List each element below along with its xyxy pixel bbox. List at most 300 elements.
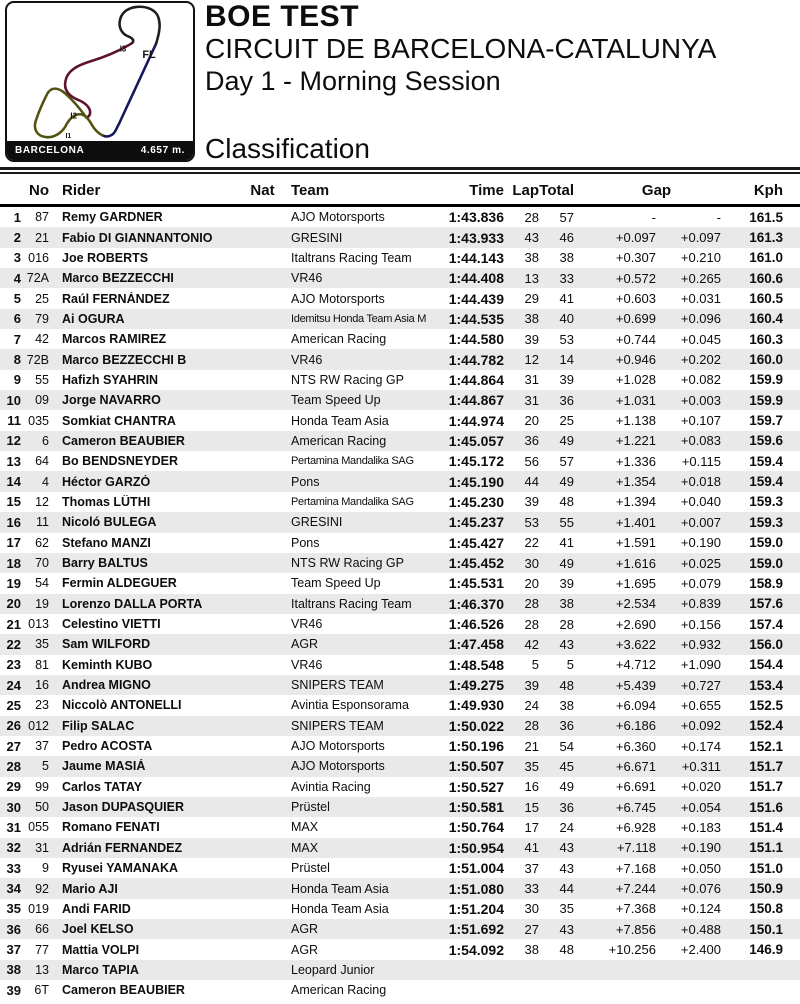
rider-number: 9 (42, 861, 49, 876)
best-lap-number: 38 (524, 250, 539, 266)
gap-to-first: +1.616 (615, 555, 656, 571)
rider-name: Andi FARID (62, 901, 131, 916)
position-number: 6 (13, 311, 21, 327)
event-title: BOE TEST (205, 0, 360, 33)
gap-to-previous: +0.050 (680, 860, 721, 876)
total-laps: 43 (559, 636, 574, 652)
gap-to-previous: +0.083 (680, 433, 721, 449)
total-laps: 33 (559, 270, 574, 286)
best-lap-number: 17 (524, 819, 539, 835)
gap-to-first: +6.671 (615, 758, 656, 774)
track-sector-black (120, 7, 160, 44)
best-lap-time: 1:44.864 (448, 371, 504, 388)
rider-name: Marco TAPIA (62, 962, 139, 977)
average-speed: 161.3 (749, 230, 783, 246)
rider-number: 92 (35, 881, 49, 896)
table-row (0, 980, 800, 1000)
best-lap-number: 39 (524, 494, 539, 510)
total-laps: 54 (559, 738, 574, 754)
team-name: GRESINI (291, 515, 343, 530)
gap-to-first: +0.307 (615, 250, 656, 266)
table-row (0, 309, 800, 329)
team-name: AGR (291, 942, 319, 957)
rider-number: 09 (35, 393, 49, 408)
rider-name: Ai OGURA (62, 311, 125, 326)
track-sector-maroon (65, 43, 131, 117)
rider-name: Sam WILFORD (62, 637, 151, 652)
gap-to-first: +6.928 (615, 819, 656, 835)
best-lap-number: 37 (524, 860, 539, 876)
gap-to-first: +7.118 (616, 840, 656, 856)
gap-to-previous: +0.025 (680, 555, 721, 571)
table-row (0, 675, 800, 695)
total-laps: 48 (559, 677, 574, 693)
team-name: AJO Motorsports (291, 210, 385, 225)
table-row (0, 614, 800, 634)
average-speed: 150.8 (749, 901, 783, 917)
best-lap-number: 36 (524, 433, 539, 449)
average-speed: 159.0 (749, 555, 783, 571)
rider-name: Ryusei YAMANAKA (62, 861, 179, 876)
best-lap-time: 1:45.057 (448, 432, 504, 449)
circuit-map (5, 1, 195, 162)
best-lap-number: 33 (524, 881, 539, 897)
rider-name: Fabio DI GIANNANTONIO (62, 230, 213, 245)
rider-number: 013 (28, 617, 49, 632)
table-row (0, 512, 800, 532)
position-number: 15 (6, 494, 21, 510)
column-header-total: Total (539, 182, 574, 199)
gap-to-first: +4.712 (615, 657, 656, 673)
table-row (0, 471, 800, 491)
column-header-no: No (29, 182, 49, 199)
gap-to-first: +0.699 (615, 311, 656, 327)
table-row (0, 878, 800, 898)
position-number: 35 (6, 901, 21, 917)
rider-name: Marco BEZZECCHI B (62, 352, 187, 367)
average-speed: 159.3 (749, 494, 783, 510)
total-laps: 57 (559, 209, 574, 225)
position-number: 13 (6, 453, 21, 469)
best-lap-number: 43 (524, 230, 539, 246)
table-row (0, 288, 800, 308)
table-row (0, 939, 800, 959)
total-laps: 38 (559, 596, 574, 612)
best-lap-time: 1:43.933 (448, 229, 504, 246)
position-number: 20 (6, 596, 21, 612)
team-name: Prüstel (291, 861, 330, 876)
gap-to-previous: +0.190 (680, 840, 721, 856)
rider-number: 81 (35, 657, 49, 672)
total-laps: 49 (559, 555, 574, 571)
table-row (0, 797, 800, 817)
rider-name: Somkiat CHANTRA (62, 413, 176, 428)
gap-to-previous: +0.076 (680, 881, 721, 897)
gap-to-first: +1.695 (615, 575, 656, 591)
best-lap-time: 1:54.092 (448, 941, 504, 958)
position-number: 2 (13, 230, 21, 246)
rider-name: Mario AJI (62, 881, 118, 896)
gap-to-previous: +0.020 (680, 779, 721, 795)
average-speed: 161.0 (749, 250, 783, 266)
average-speed: 159.0 (749, 535, 783, 551)
position-number: 14 (6, 474, 21, 490)
total-laps: 36 (559, 799, 574, 815)
position-number: 21 (6, 616, 21, 632)
best-lap-time: 1:45.190 (448, 473, 504, 490)
best-lap-number: 16 (524, 779, 539, 795)
column-header-time: Time (469, 182, 504, 199)
best-lap-time: 1:50.527 (448, 778, 504, 795)
rider-number: 012 (28, 718, 49, 733)
rider-number: 37 (35, 739, 49, 754)
gap-to-first: +7.244 (615, 881, 656, 897)
position-number: 32 (6, 840, 21, 856)
best-lap-time: 1:49.275 (448, 677, 504, 694)
position-number: 25 (6, 697, 21, 713)
total-laps: 25 (559, 413, 574, 429)
team-name: Idemitsu Honda Team Asia M (291, 312, 427, 325)
rider-name: Nicoló BULEGA (62, 515, 157, 530)
table-row (0, 268, 800, 288)
table-row (0, 919, 800, 939)
best-lap-number: 21 (524, 738, 539, 754)
position-number: 36 (6, 921, 21, 937)
rider-number: 70 (35, 556, 49, 571)
total-laps: 38 (559, 250, 574, 266)
team-name: Team Speed Up (291, 576, 381, 591)
best-lap-time: 1:45.172 (448, 453, 504, 470)
rider-name: Carlos TATAY (62, 779, 143, 794)
position-number: 12 (6, 433, 21, 449)
position-number: 34 (6, 881, 21, 897)
gap-to-previous: +0.003 (680, 392, 721, 408)
team-name: American Racing (291, 332, 387, 347)
gap-to-previous: +0.115 (681, 453, 721, 469)
gap-to-previous: +0.107 (680, 413, 721, 429)
rider-name: Jaume MASIÁ (62, 759, 146, 774)
rider-number: 055 (28, 820, 49, 835)
gap-to-first: +1.354 (615, 474, 656, 490)
total-laps: 57 (559, 453, 574, 469)
best-lap-number: 24 (524, 697, 539, 713)
average-speed: 159.9 (749, 372, 783, 388)
circuit-length-label: 4.657 m. (140, 145, 185, 156)
table-row (0, 858, 800, 878)
position-number: 5 (13, 291, 21, 307)
gap-to-first: +1.028 (615, 372, 656, 388)
rider-number: 72B (26, 352, 49, 367)
rider-number: 016 (28, 250, 49, 265)
gap-to-first: +1.591 (615, 535, 656, 551)
best-lap-time: 1:50.507 (448, 758, 504, 775)
team-name: VR46 (291, 617, 323, 632)
gap-to-previous: +0.031 (680, 291, 721, 307)
table-row (0, 756, 800, 776)
best-lap-number: 38 (524, 311, 539, 327)
rider-name: Jason DUPASQUIER (62, 800, 185, 815)
average-speed: 151.6 (749, 799, 783, 815)
title-block (205, 0, 716, 164)
rider-number: 66 (35, 922, 49, 937)
gap-to-previous: +0.054 (680, 799, 721, 815)
track-sector-olive (35, 89, 102, 141)
table-row (0, 736, 800, 756)
total-laps: 41 (559, 291, 574, 307)
gap-to-first: +7.856 (615, 921, 656, 937)
average-speed: 153.4 (749, 677, 783, 693)
average-speed: 160.4 (749, 311, 783, 327)
best-lap-time: 1:44.782 (448, 351, 504, 368)
best-lap-number: 53 (524, 514, 539, 530)
best-lap-time: 1:45.237 (448, 514, 504, 531)
best-lap-number: 20 (524, 575, 539, 591)
best-lap-time: 1:50.954 (448, 839, 504, 856)
team-name: AJO Motorsports (291, 739, 385, 754)
best-lap-time: 1:51.080 (448, 880, 504, 897)
position-number: 38 (6, 962, 21, 978)
position-number: 23 (6, 657, 21, 673)
rider-name: Hafizh SYAHRIN (62, 372, 159, 387)
gap-to-first: +2.690 (615, 616, 656, 632)
gap-to-first: +1.336 (615, 453, 656, 469)
gap-to-first: +1.401 (615, 514, 656, 530)
gap-to-first: +6.745 (615, 799, 656, 815)
table-row (0, 410, 800, 430)
gap-to-previous: +0.079 (680, 575, 721, 591)
table-row (0, 349, 800, 369)
position-number: 18 (6, 555, 21, 571)
position-number: 33 (6, 860, 21, 876)
average-speed: 158.9 (749, 575, 783, 591)
average-speed: 152.5 (749, 697, 783, 713)
classification-heading: Classification (205, 133, 370, 164)
position-number: 10 (6, 392, 21, 408)
rider-name: Joel KELSO (62, 922, 134, 937)
team-name: Team Speed Up (291, 393, 381, 408)
rider-number: 25 (35, 291, 49, 306)
section-divider (0, 167, 800, 174)
gap-to-first: +0.603 (615, 291, 656, 307)
team-name: GRESINI (291, 230, 343, 245)
rider-number: 6T (34, 983, 49, 998)
average-speed: 157.6 (749, 596, 783, 612)
rider-number: 72A (26, 271, 49, 286)
rider-number: 62 (35, 535, 49, 550)
gap-to-previous: +0.655 (680, 697, 721, 713)
average-speed: 160.3 (749, 331, 783, 347)
table-row (0, 817, 800, 837)
team-name: Pons (291, 474, 320, 489)
gap-to-previous: +0.097 (680, 230, 721, 246)
best-lap-number: 31 (524, 372, 539, 388)
page-header (0, 0, 800, 167)
table-row (0, 838, 800, 858)
total-laps: 48 (559, 494, 574, 510)
column-header-gap: Gap (641, 182, 672, 199)
finish-line-label: FL (142, 49, 156, 62)
rider-name: Stefano MANZI (62, 535, 151, 550)
team-name: NTS RW Racing GP (291, 372, 404, 387)
gap-to-first: +6.691 (615, 779, 656, 795)
best-lap-time: 1:44.580 (448, 331, 504, 348)
rider-number: 5 (42, 759, 49, 774)
gap-to-first: +5.439 (615, 677, 656, 693)
table-row (0, 451, 800, 471)
total-laps: 43 (559, 860, 574, 876)
average-speed: 150.9 (749, 881, 783, 897)
best-lap-number: 38 (524, 942, 539, 958)
table-row (0, 553, 800, 573)
best-lap-number: 56 (524, 453, 539, 469)
gap-to-first: +7.168 (615, 860, 656, 876)
gap-to-first: +0.572 (615, 270, 656, 286)
table-row (0, 695, 800, 715)
average-speed: 157.4 (749, 616, 783, 632)
total-laps: 14 (559, 352, 574, 368)
gap-to-previous: +0.082 (680, 372, 721, 388)
column-header-team: Team (291, 182, 330, 199)
rider-number: 99 (35, 779, 49, 794)
gap-to-previous: +0.040 (680, 494, 721, 510)
total-laps: 24 (559, 819, 574, 835)
total-laps: 40 (559, 311, 574, 327)
position-number: 26 (6, 718, 21, 734)
gap-to-previous: +0.727 (680, 677, 721, 693)
best-lap-time: 1:49.930 (448, 697, 504, 714)
gap-to-previous: +0.096 (680, 311, 721, 327)
team-name: American Racing (291, 983, 387, 998)
rider-number: 35 (35, 637, 49, 652)
circuit-city-label: BARCELONA (15, 145, 85, 156)
rider-name: Pedro ACOSTA (62, 739, 153, 754)
best-lap-number: 35 (524, 758, 539, 774)
total-laps: 49 (559, 779, 574, 795)
best-lap-time: 1:48.548 (448, 656, 504, 673)
gap-to-previous: +0.311 (681, 758, 721, 774)
position-number: 30 (6, 799, 21, 815)
position-number: 27 (6, 738, 21, 754)
position-number: 11 (7, 413, 21, 429)
average-speed: 151.4 (749, 819, 783, 835)
rider-name: Cameron BEAUBIER (62, 433, 185, 448)
rider-number: 23 (35, 698, 49, 713)
average-speed: 159.9 (749, 392, 783, 408)
best-lap-time: 1:44.143 (448, 249, 504, 266)
gap-to-first: +0.097 (615, 230, 656, 246)
position-number: 1 (13, 209, 21, 225)
team-name: NTS RW Racing GP (291, 556, 404, 571)
best-lap-number: 39 (524, 677, 539, 693)
rider-number: 64 (35, 454, 49, 469)
intermediate-2-label: I2 (70, 111, 78, 121)
total-laps: 36 (559, 392, 574, 408)
best-lap-number: 44 (524, 474, 539, 490)
rider-name: Lorenzo DALLA PORTA (62, 596, 203, 611)
rider-name: Andrea MIGNO (62, 678, 151, 693)
best-lap-time: 1:50.022 (448, 717, 504, 734)
average-speed: 152.4 (749, 718, 783, 734)
team-name: SNIPERS TEAM (291, 718, 384, 733)
team-name: Italtrans Racing Team (291, 250, 412, 265)
best-lap-number: 22 (524, 535, 539, 551)
best-lap-time: 1:43.836 (448, 209, 504, 226)
best-lap-number: 30 (524, 555, 539, 571)
total-laps: 36 (559, 718, 574, 734)
gap-to-first: +1.031 (615, 392, 656, 408)
rider-number: 11 (36, 515, 49, 530)
team-name: Avintia Racing (291, 779, 371, 794)
circuit-title: CIRCUIT DE BARCELONA-CATALUNYA (205, 33, 717, 64)
gap-to-previous: +0.839 (680, 596, 721, 612)
gap-to-previous: +0.045 (680, 331, 721, 347)
total-laps: 49 (559, 433, 574, 449)
rider-name: Raúl FERNÁNDEZ (62, 291, 170, 306)
best-lap-time: 1:50.581 (448, 799, 504, 816)
table-row (0, 533, 800, 553)
rider-name: Celestino VIETTI (62, 617, 161, 632)
gap-to-first: +3.622 (615, 636, 656, 652)
average-speed: 160.6 (749, 270, 783, 286)
best-lap-time: 1:44.867 (448, 392, 504, 409)
gap-to-previous: +0.932 (680, 636, 721, 652)
team-name: VR46 (291, 352, 323, 367)
position-number: 16 (6, 514, 21, 530)
rider-number: 019 (28, 901, 49, 916)
rider-name: Marco BEZZECCHI (62, 271, 174, 286)
total-laps: 38 (559, 697, 574, 713)
best-lap-time: 1:46.370 (448, 595, 504, 612)
table-row (0, 777, 800, 797)
total-laps: 48 (559, 942, 574, 958)
position-number: 8 (13, 352, 21, 368)
rider-number: 31 (35, 840, 49, 855)
average-speed: 154.4 (749, 657, 783, 673)
rider-name: Filip SALAC (62, 718, 135, 733)
average-speed: 159.4 (749, 474, 783, 490)
total-laps: 35 (559, 901, 574, 917)
rider-name: Keminth KUBO (62, 657, 153, 672)
position-number: 28 (6, 758, 21, 774)
table-row (0, 594, 800, 614)
best-lap-number: 5 (531, 657, 539, 673)
average-speed: 156.0 (749, 636, 783, 652)
position-number: 19 (6, 575, 21, 591)
best-lap-time: 1:51.204 (448, 900, 504, 917)
gap-to-previous: +0.124 (680, 901, 721, 917)
position-number: 9 (13, 372, 21, 388)
best-lap-time: 1:46.526 (448, 616, 504, 633)
rider-name: Fermin ALDEGUER (62, 576, 177, 591)
best-lap-time: 1:44.439 (448, 290, 504, 307)
table-row (0, 248, 800, 268)
team-name: Pertamina Mandalika SAG (291, 455, 414, 468)
table-row (0, 716, 800, 736)
gap-to-previous: +0.202 (680, 352, 721, 368)
gap-to-first: +6.360 (615, 738, 656, 754)
rider-name: Thomas LÜTHI (62, 494, 151, 509)
best-lap-time: 1:45.531 (448, 575, 504, 592)
team-name: MAX (291, 820, 319, 835)
best-lap-number: 42 (524, 636, 539, 652)
table-row (0, 390, 800, 410)
average-speed: 159.6 (749, 433, 783, 449)
gap-to-previous: +2.400 (680, 942, 721, 958)
total-laps: 45 (559, 758, 574, 774)
rider-number: 77 (35, 942, 49, 957)
position-number: 39 (6, 982, 21, 998)
circuit-track-icon (7, 3, 193, 141)
